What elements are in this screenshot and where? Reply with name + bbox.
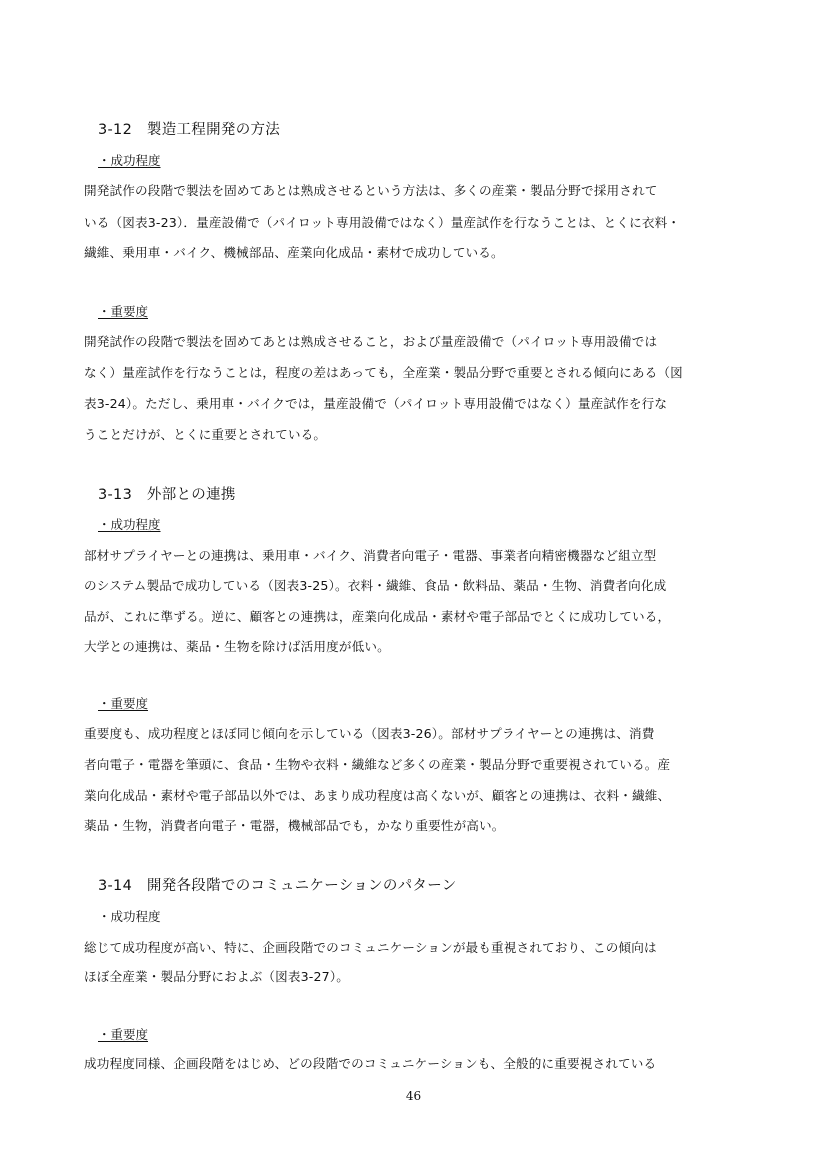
subheading-importance — [98, 694, 148, 712]
subheading-label: ・成功程度 — [98, 517, 161, 532]
subheading-label: ・重要度 — [98, 1027, 149, 1042]
paragraph-line: なく）量産試作を行なうことは，程度の差はあっても，全産業・製品分野で重要とされる傾向にある（図 — [84, 365, 683, 380]
paragraph-line: いる（図表3-23）．量産設備で（パイロット専用設備ではなく）量産試作を行なうことは、とくに衣料・ — [84, 215, 681, 230]
paragraph-line: 成功程度同様、企画段階をはじめ、どの段階でのコミュニケーションも、全般的に重要視されている — [84, 1056, 657, 1071]
paragraph-line: ほぼ全産業・製品分野におよぶ（図表3-27）。 — [84, 969, 350, 984]
page-number: 46 — [405, 1089, 422, 1103]
paragraph-line: 開発試作の段階で製法を固めてあとは熟成させるという方法は、多くの産業・製品分野で採用されて — [84, 183, 658, 198]
paragraph-line: 薬品・生物，消費者向電子・電器，機械部品でも，かなり重要性が高い。 — [84, 818, 505, 833]
subheading-success — [98, 151, 161, 169]
subheading-success — [98, 907, 161, 925]
subheading-label: ・成功程度 — [98, 153, 161, 168]
paragraph-line: 者向電子・電器を筆頭に、食品・生物や衣料・繊維など多くの産業・製品分野で重要視されている。産 — [84, 757, 671, 772]
paragraph-line: うことだけが、とくに重要とされている。 — [84, 427, 327, 442]
subheading-success — [98, 515, 161, 533]
paragraph-line: 開発試作の段階で製法を固めてあとは熟成させること，および量産設備で（パイロット専用設備では — [84, 334, 658, 349]
paragraph-line: 部材サプライヤーとの連携は、乗用車・バイク、消費者向電子・電器、事業者向精密機器など組立型 — [84, 548, 657, 563]
subheading-label: ・重要度 — [98, 696, 149, 711]
paragraph-line: 品が、これに準ずる。逆に、顧客との連携は，産業向化成品・素材や電子部品でとくに成功している， — [84, 609, 671, 624]
paragraph-line: 総じて成功程度が高い、特に、企画段階でのコミュニケーションが最も重視されており、この傾向は — [84, 940, 657, 955]
section-heading-3-13: 3-13 外部との連携 — [98, 487, 236, 503]
subheading-label: ・重要度 — [98, 304, 149, 319]
subheading-label: ・成功程度 — [98, 909, 161, 924]
subheading-importance — [98, 1025, 148, 1043]
paragraph-line: のシステム製品で成功している（図表3-25）。衣料・繊維、食品・飲料品、薬品・生物、消費者向化成 — [84, 578, 667, 593]
subheading-importance — [98, 302, 148, 320]
paragraph-line: 業向化成品・素材や電子部品以外では、あまり成功程度は高くないが、顧客との連携は、衣料・繊維、 — [84, 788, 671, 803]
paragraph-line: 繊維、乗用車・バイク、機械部品、産業向化成品・素材で成功している。 — [84, 245, 504, 260]
paragraph-line: 重要度も、成功程度とほぼ同じ傾向を示している（図表3-26）。部材サプライヤーとの連携は、消費 — [84, 726, 655, 741]
section-heading-3-12: 3-12 製造工程開発の方法 — [98, 122, 281, 138]
paragraph-line: 大学との連携は、薬品・生物を除けば活用度が低い。 — [84, 639, 390, 654]
paragraph-line: 表3-24）。ただし、乗用車・バイクでは，量産設備で（パイロット専用設備ではなく）量産試作を行な — [84, 396, 668, 411]
section-heading-3-14: 3-14 開発各段階でのコミュニケーションのパターン — [98, 878, 457, 894]
